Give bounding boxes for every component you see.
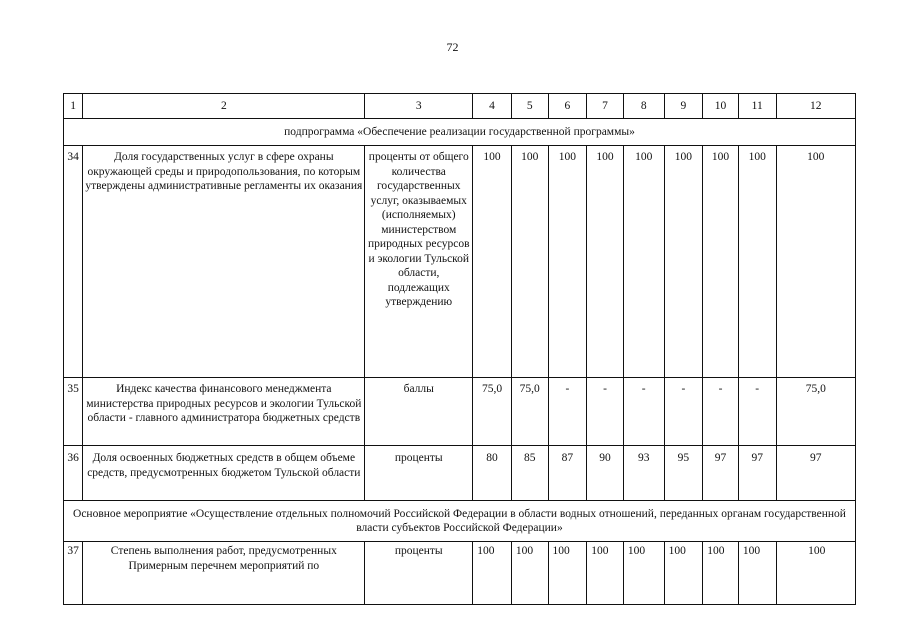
- value-cell: 100: [703, 542, 739, 605]
- header-cell: 9: [664, 94, 703, 119]
- value-cell: 100: [587, 542, 624, 605]
- unit-cell: проценты: [365, 446, 473, 501]
- table-row: [64, 446, 856, 501]
- table-row: [64, 542, 856, 605]
- indicator-name: Доля освоенных бюджетных средств в общем объеме средств, предусмотренных бюджетом Тульской области: [83, 446, 365, 501]
- value-cell: 100: [623, 542, 664, 605]
- value-cell: 85: [511, 446, 548, 501]
- value-cell: 100: [548, 146, 587, 378]
- value-cell: 100: [548, 542, 587, 605]
- value-cell: 100: [511, 146, 548, 378]
- row-number: 36: [64, 446, 83, 501]
- indicator-name: Индекс качества финансового менеджмента министерства природных ресурсов и экологии Тульской области - главного администратора бюджетных средств: [83, 378, 365, 446]
- value-cell: 100: [738, 146, 776, 378]
- value-cell: 100: [738, 542, 776, 605]
- value-cell: -: [738, 378, 776, 446]
- header-cell: 11: [738, 94, 776, 119]
- header-cell: 6: [548, 94, 587, 119]
- value-cell: -: [548, 378, 587, 446]
- value-cell: 97: [776, 446, 855, 501]
- table-row: [64, 378, 856, 446]
- value-cell: 100: [511, 542, 548, 605]
- value-cell: 100: [776, 542, 855, 605]
- row-number: 34: [64, 146, 83, 378]
- header-cell: 12: [776, 94, 855, 119]
- table-header-row: [64, 94, 856, 119]
- value-cell: 93: [623, 446, 664, 501]
- value-cell: 100: [623, 146, 664, 378]
- unit-cell: проценты: [365, 542, 473, 605]
- section-title: Основное мероприятие «Осуществление отдельных полномочий Российской Федерации в области водных отношений, переданных органам государственной власти субъектов Российской Федерации»: [64, 501, 856, 542]
- value-cell: 90: [587, 446, 624, 501]
- value-cell: -: [587, 378, 624, 446]
- value-cell: 100: [587, 146, 624, 378]
- header-cell: 7: [587, 94, 624, 119]
- header-cell: 1: [64, 94, 83, 119]
- value-cell: -: [623, 378, 664, 446]
- header-cell: 10: [703, 94, 739, 119]
- header-cell: 3: [365, 94, 473, 119]
- value-cell: -: [703, 378, 739, 446]
- section-title: подпрограмма «Обеспечение реализации государственной программы»: [64, 119, 856, 146]
- row-number: 35: [64, 378, 83, 446]
- value-cell: 80: [473, 446, 512, 501]
- header-cell: 8: [623, 94, 664, 119]
- value-cell: 87: [548, 446, 587, 501]
- indicator-name: Степень выполнения работ, предусмотренных Примерным перечнем мероприятий по: [83, 542, 365, 605]
- page-number: 72: [446, 40, 459, 54]
- value-cell: 97: [738, 446, 776, 501]
- header-cell: 2: [83, 94, 365, 119]
- value-cell: 100: [664, 542, 703, 605]
- row-number: 37: [64, 542, 83, 605]
- value-cell: 100: [473, 542, 512, 605]
- indicator-name: Доля государственных услуг в сфере охраны окружающей среды и природопользования, по которым утверждены административные регламенты их оказания: [83, 146, 365, 378]
- value-cell: -: [664, 378, 703, 446]
- unit-cell: баллы: [365, 378, 473, 446]
- value-cell: 75,0: [473, 378, 512, 446]
- header-cell: 4: [473, 94, 512, 119]
- value-cell: 100: [473, 146, 512, 378]
- unit-cell: проценты от общего количества государственных услуг, оказываемых (исполняемых) министерством природных ресурсов и экологии Тульской области, подлежащих утверждению: [365, 146, 473, 378]
- section-row: [64, 501, 856, 542]
- value-cell: 97: [703, 446, 739, 501]
- value-cell: 75,0: [511, 378, 548, 446]
- table-row: [64, 146, 856, 378]
- header-cell: 5: [511, 94, 548, 119]
- value-cell: 100: [776, 146, 855, 378]
- value-cell: 100: [703, 146, 739, 378]
- value-cell: 95: [664, 446, 703, 501]
- section-row: [64, 119, 856, 146]
- indicators-table: [63, 93, 856, 605]
- value-cell: 100: [664, 146, 703, 378]
- value-cell: 75,0: [776, 378, 855, 446]
